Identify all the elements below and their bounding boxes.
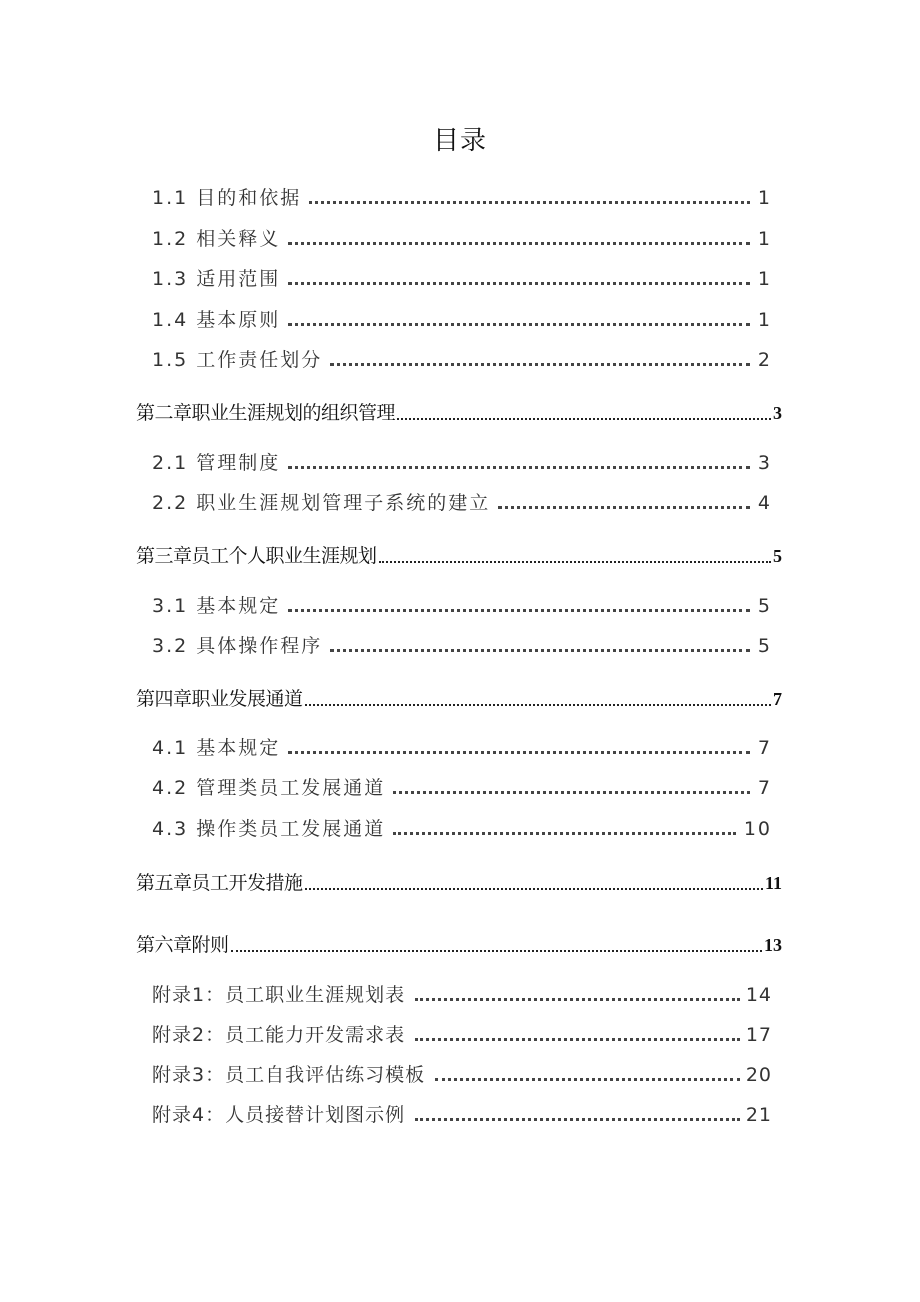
toc-entry-3-2[interactable]	[152, 631, 772, 658]
toc-appendix-page: 20	[745, 1064, 772, 1086]
dot-leader	[397, 418, 771, 420]
toc-chapter-page: 11	[764, 873, 782, 893]
dot-leader	[288, 323, 750, 326]
toc-entry-2-1[interactable]	[152, 448, 772, 475]
toc-appendix-label: 附录1：员工职业生涯规划表	[152, 984, 406, 1006]
dot-leader	[288, 751, 750, 754]
dot-leader	[498, 506, 750, 509]
toc-appendix-3[interactable]	[152, 1060, 772, 1087]
dot-leader	[379, 561, 771, 563]
toc-chapter-page: 5	[773, 546, 782, 566]
toc-chapter-5[interactable]	[136, 868, 782, 895]
toc-chapter-label: 第五章员工开发措施	[136, 872, 303, 894]
toc-chapter-label: 第四章职业发展通道	[136, 688, 303, 710]
dot-leader	[330, 649, 750, 652]
dot-leader	[309, 201, 750, 204]
toc-entry-label: 1.2 相关释义	[152, 228, 281, 250]
toc-appendix-page: 21	[745, 1104, 772, 1126]
toc-entry-page: 7	[757, 737, 772, 759]
toc-entry-label: 3.1 基本规定	[152, 595, 281, 617]
dot-leader	[305, 888, 763, 890]
toc-entry-4-1[interactable]	[152, 733, 772, 760]
dot-leader	[288, 242, 750, 245]
dot-leader	[330, 363, 750, 366]
toc-entry-1-5[interactable]	[152, 345, 772, 372]
toc-chapter-2[interactable]	[136, 398, 782, 425]
dot-leader	[415, 1038, 740, 1041]
dot-leader	[393, 791, 750, 794]
dot-leader	[415, 1118, 740, 1121]
toc-appendix-2[interactable]	[152, 1020, 772, 1047]
dot-leader	[288, 466, 750, 469]
toc-entry-page: 1	[757, 187, 772, 209]
toc-appendix-label: 附录4：人员接替计划图示例	[152, 1104, 406, 1126]
toc-entry-page: 5	[757, 635, 772, 657]
toc-entry-label: 1.1 目的和依据	[152, 187, 302, 209]
toc-entry-3-1[interactable]	[152, 591, 772, 618]
dot-leader	[305, 704, 771, 706]
toc-entry-2-2[interactable]	[152, 488, 772, 515]
toc-chapter-page: 13	[764, 935, 782, 955]
toc-entry-page: 1	[757, 309, 772, 331]
toc-chapter-page: 3	[773, 403, 782, 423]
toc-chapter-label: 第三章员工个人职业生涯规划	[136, 545, 377, 567]
toc-entry-page: 2	[757, 349, 772, 371]
dot-leader	[393, 832, 736, 835]
toc-appendix-1[interactable]	[152, 980, 772, 1007]
toc-chapter-label: 第二章职业生涯规划的组织管理	[136, 402, 396, 424]
toc-entry-page: 3	[757, 452, 772, 474]
toc-entry-label: 1.3 适用范围	[152, 268, 281, 290]
toc-entry-label: 1.5 工作责任划分	[152, 349, 323, 371]
toc-chapter-page: 7	[773, 689, 782, 709]
dot-leader	[415, 998, 740, 1001]
toc-entry-4-2[interactable]	[152, 773, 772, 800]
toc-entry-page: 4	[757, 492, 772, 514]
toc-entry-page: 10	[743, 818, 772, 840]
toc-entry-1-1[interactable]	[152, 183, 772, 210]
toc-entry-label: 1.4 基本原则	[152, 309, 281, 331]
toc-appendix-label: 附录2：员工能力开发需求表	[152, 1024, 406, 1046]
toc-entry-page: 1	[757, 268, 772, 290]
toc-appendix-page: 14	[745, 984, 772, 1006]
toc-entry-page: 5	[757, 595, 772, 617]
toc-entry-1-3[interactable]	[152, 264, 772, 291]
toc-entry-label: 3.2 具体操作程序	[152, 635, 323, 657]
toc-appendix-4[interactable]	[152, 1100, 772, 1127]
toc-chapter-label: 第六章附则	[136, 934, 229, 956]
toc-chapter-4[interactable]	[136, 684, 782, 711]
dot-leader	[231, 950, 762, 952]
toc-appendix-page: 17	[745, 1024, 772, 1046]
dot-leader	[288, 282, 750, 285]
toc-appendix-label: 附录3：员工自我评估练习模板	[152, 1064, 426, 1086]
toc-title: 目录	[432, 126, 487, 156]
dot-leader	[435, 1078, 740, 1081]
toc-entry-1-2[interactable]	[152, 224, 772, 251]
toc-entry-label: 4.1 基本规定	[152, 737, 281, 759]
toc-entry-page: 7	[757, 777, 772, 799]
toc-entry-page: 1	[757, 228, 772, 250]
toc-entry-label: 2.1 管理制度	[152, 452, 281, 474]
toc-entry-label: 4.2 管理类员工发展通道	[152, 777, 386, 799]
toc-chapter-6[interactable]	[136, 930, 782, 957]
toc-entry-label: 2.2 职业生涯规划管理子系统的建立	[152, 492, 491, 514]
toc-entry-label: 4.3 操作类员工发展通道	[152, 818, 386, 840]
toc-chapter-3[interactable]	[136, 541, 782, 568]
dot-leader	[288, 609, 750, 612]
toc-entry-1-4[interactable]	[152, 305, 772, 332]
toc-entry-4-3[interactable]	[152, 814, 772, 841]
